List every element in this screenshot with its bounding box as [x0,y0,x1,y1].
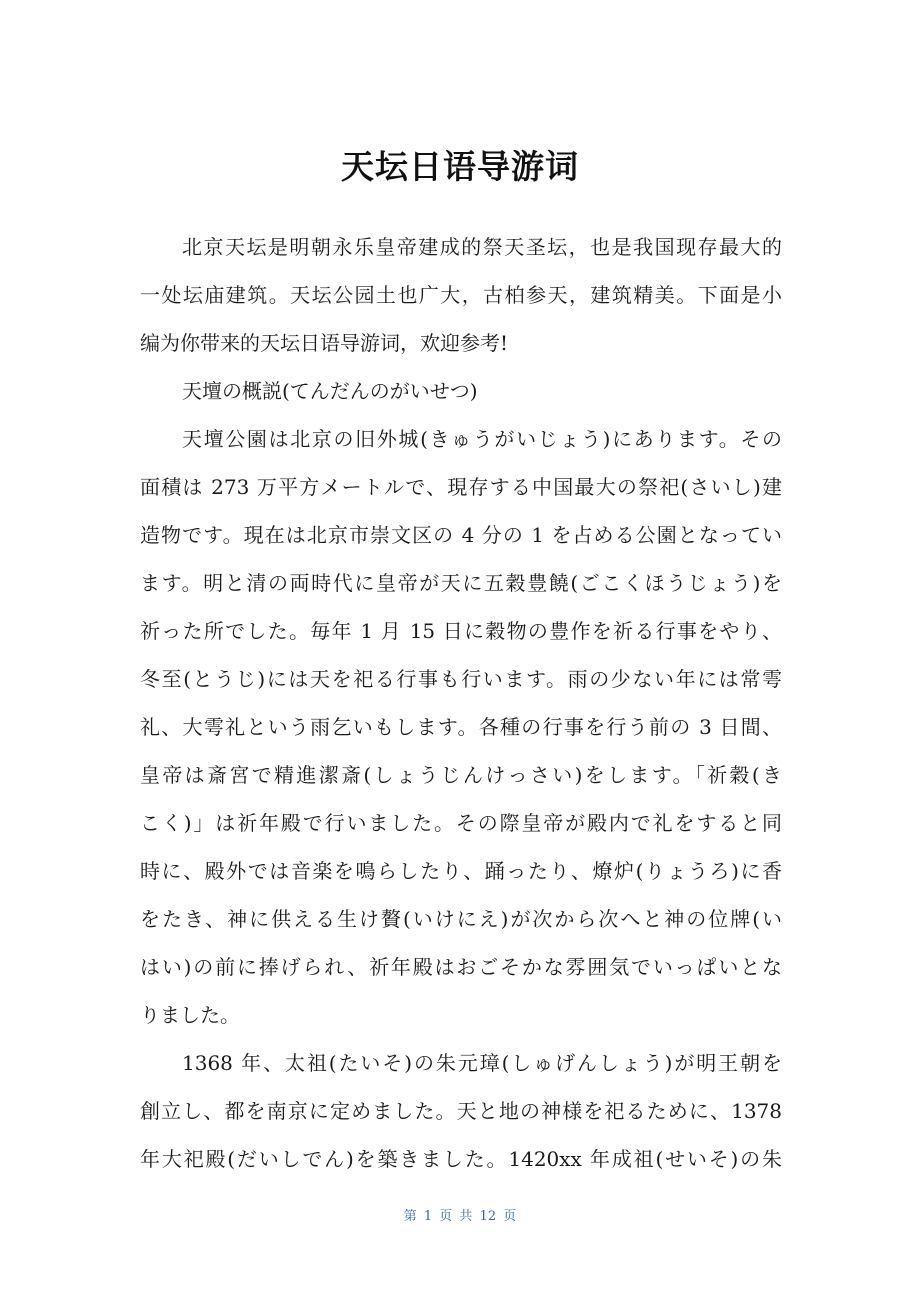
paragraph-line: こく)」は祈年殿で行いました。その際皇帝が殿内で礼をすると同 [140,811,782,835]
paragraph-line: 年大祀殿(だいしでん)を築きました。1420xx 年成祖(せいそ)の朱 [140,1147,782,1171]
paragraph-line: 面積は 273 万平方メートルで、現存する中国最大の祭祀(さいし)建 [140,475,782,499]
paragraph-line: りました。 [140,1003,240,1027]
paragraph-line: 编为你带来的天坛日语导游词，欢迎参考! [140,331,509,355]
section-heading: 天壇の概説(てんだんのがいせつ) [182,379,478,403]
page-number-footer: 第 1 页 共 12 页 [403,1209,517,1224]
document-body [140,223,782,1183]
paragraph-line: 冬至(とうじ)には天を祀る行事も行います。雨の少ない年には常雩 [140,667,782,691]
document-title: 天坛日语导游词 [341,147,579,186]
paragraph-line: をたき、神に供える生け贅(いけにえ)が次から次へと神の位牌(い [140,907,782,931]
paragraph-line: 皇帝は斎宮で精進潔斎(しょうじんけっさい)をします。「祈穀(き [140,763,782,787]
paragraph-line: 祈った所でした。毎年 1 月 15 日に穀物の豊作を祈る行事をやり、 [140,619,782,643]
paragraph-line: 北京天坛是明朝永乐皇帝建成的祭天圣坛，也是我国现存最大的 [182,235,782,259]
paragraph-line: 1368 年、太祖(たいそ)の朱元璋(しゅげんしょう)が明王朝を [182,1051,782,1075]
paragraph-line: 一处坛庙建筑。天坛公园土也广大，古柏参天，建筑精美。下面是小 [140,283,782,307]
paragraph-line: ます。明と清の両時代に皇帝が天に五穀豊饒(ごこくほうじょう)を [140,571,782,595]
paragraph-line: はい)の前に捧げられ、祈年殿はおごそかな雰囲気でいっぱいとな [140,955,782,979]
paragraph-line: 天壇公園は北京の旧外城(きゅうがいじょう)にあります。その [182,427,782,451]
paragraph-line: 造物です。現在は北京市崇文区の 4 分の 1 を占める公園となってい [140,523,782,547]
paragraph-line: 創立し、都を南京に定めました。天と地の神様を祀るために、1378 [140,1099,782,1123]
paragraph-line: 時に、殿外では音楽を鳴らしたり、踊ったり、燎炉(りょうろ)に香 [140,859,782,883]
paragraph-line: 礼、大雩礼という雨乞いもします。各種の行事を行う前の 3 日間、 [140,715,782,739]
